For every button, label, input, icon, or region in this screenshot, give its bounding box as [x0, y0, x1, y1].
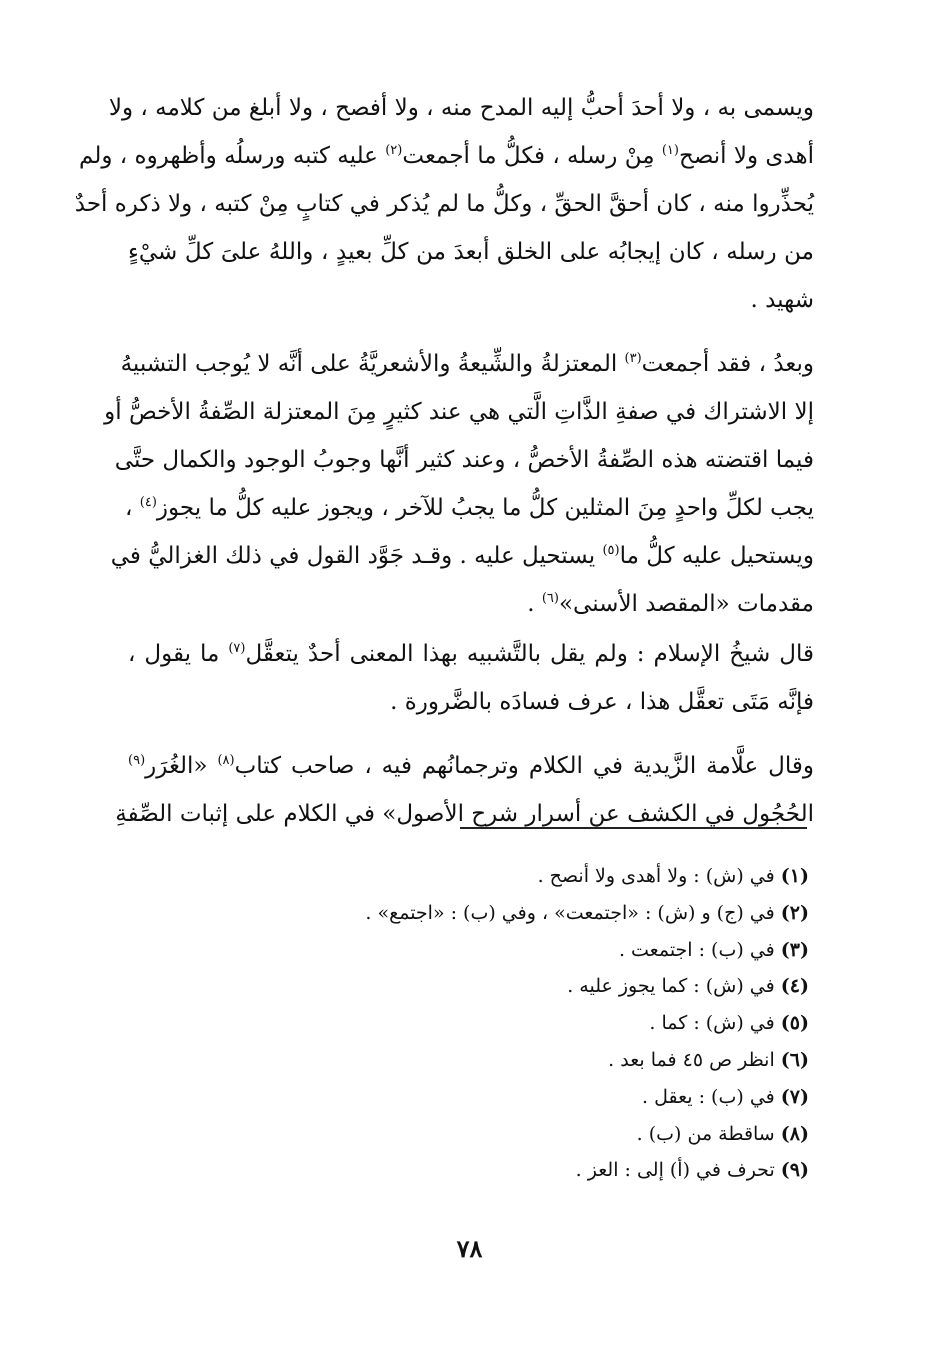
paragraph-gap	[128, 726, 814, 742]
main-text	[74, 84, 814, 838]
footnote-ref[interactable]: (٢)	[385, 143, 403, 158]
paragraph-gap	[128, 324, 814, 340]
text-line: قال شيخُ الإسلام : ولم يقل بالتَّشبيه بهذا المعنى أحدٌ يتعقَّل$^{(٧)}$ ما يقول ،	[128, 641, 814, 667]
footnote-ref[interactable]: (٤)	[139, 495, 157, 510]
footnote-ref[interactable]: (٦)	[541, 591, 559, 606]
footnote-ref[interactable]: (٧)	[228, 641, 246, 656]
paragraph	[104, 340, 814, 628]
footnote	[169, 1005, 809, 1042]
text-line: يُحذِّروا منه ، كان أحقَّ الحقِّ ، وكلُّ ما لم يُذكر في كتابٍ مِنْ كتبه ، ولا ذكره أحدٌ	[74, 191, 814, 217]
footnote	[169, 1116, 809, 1153]
text-line: وقال علَّامة الزَّيدية في الكلام وترجمانُهم فيه ، صاحب كتاب$^{(٨)}$ «الغُرَر$^{(٩)}$	[128, 753, 814, 779]
footnote-text: في (ش) : كما .	[649, 1012, 775, 1035]
page-number: ٧٨	[456, 1234, 483, 1263]
footnote-text: تحرف في (أ) إلى : العز .	[575, 1159, 775, 1182]
footnote-text: ساقطة من (ب) .	[636, 1122, 775, 1145]
footnote-ref[interactable]: (٥)	[602, 543, 620, 558]
footnote-number: (١)	[780, 865, 809, 887]
footnote-ref[interactable]: (٣)	[624, 351, 642, 366]
paragraph	[115, 742, 814, 838]
footnote-number: (٩)	[780, 1159, 809, 1182]
footnote	[169, 932, 809, 969]
footnote	[169, 895, 809, 932]
text-line: ويستحيل عليه كلُّ ما$^{(٥)}$ يستحيل عليه . وقـد جَوَّد القول في ذلك الغزاليُّ في	[110, 543, 814, 569]
footnote-number: (٢)	[780, 901, 809, 924]
paragraph	[128, 630, 814, 726]
footnote	[169, 968, 809, 1005]
text-line: وبعدُ ، فقد أجمعت$^{(٣)}$ المعتزلةُ والشِّيعةُ والأشعريَّةُ على أنَّه لا يُوجب التشبيهُ	[120, 351, 814, 377]
footnote-text: في (ب) : يعقل .	[642, 1085, 775, 1108]
text-line: من رسله ، كان إيجابُه على الخلق أبعدَ من كلِّ بعيدٍ ، واللهُ علىَ كلِّ شيْءٍ	[128, 239, 814, 265]
footnote	[169, 1152, 809, 1189]
footnote-ref[interactable]: (١)	[661, 143, 679, 158]
footnote-ref[interactable]: (٨)	[217, 753, 235, 768]
text-line: مقدمات «المقصد الأسنى»$^{(٦)}$ .	[527, 591, 814, 617]
footnote-text: في (ش) : ولا أهدى ولا أنصح .	[537, 865, 775, 887]
footnote-number: (٣)	[780, 938, 809, 961]
footnote-number: (٨)	[780, 1122, 809, 1145]
paragraph	[74, 84, 814, 324]
footnote-number: (٧)	[780, 1085, 809, 1108]
footnote-number: (٦)	[780, 1048, 809, 1071]
footnote-text: في (ش) : كما يجوز عليه .	[567, 975, 775, 998]
text-line: أهدى ولا أنصح$^{(١)}$ مِنْ رسله ، فكلُّ ما أجمعت$^{(٢)}$ عليه كتبه ورسلُه وأظهروه ، ولم	[79, 143, 814, 169]
footnote-number: (٤)	[780, 975, 809, 998]
footnote	[169, 858, 809, 895]
footnotes	[169, 858, 809, 1189]
text-line: فإنَّه مَتَى تعقَّل هذا ، عرف فسادَه بالضَّرورة .	[390, 689, 814, 715]
footnote	[169, 1042, 809, 1079]
footnote-text: انظر ص ٤٥ فما بعد .	[608, 1048, 775, 1071]
text-line: الحُجُول في الكشف عن أسرار شرح الأصول» في الكلام على إثبات الصِّفةِ	[115, 801, 814, 827]
footnote	[169, 1079, 809, 1116]
footnote-number: (٥)	[780, 1012, 809, 1035]
footnote-separator	[460, 827, 807, 829]
text-line: يجب لكلِّ واحدٍ مِنَ المثلين كلُّ ما يجبُ للآخر ، ويجوز عليه كلُّ ما يجوز$^{(٤)}$ ،	[125, 495, 814, 521]
footnote-text: في (ج) و (ش) : «اجتمعت» ، وفي (ب) : «اجتمع» .	[365, 901, 775, 924]
footnote-text: في (ب) : اجتمعت .	[618, 938, 775, 961]
text-line: شهيد .	[750, 287, 814, 313]
text-line: إلا الاشتراك في صفةِ الذَّاتِ الَّتي هي عند كثيرٍ مِنَ المعتزلة الصِّفةُ الأخصُّ أو	[104, 399, 814, 425]
text-line: ويسمى به ، ولا أحدَ أحبُّ إليه المدح منه ، ولا أفصح ، ولا أبلغ من كلامه ، ولا	[108, 95, 814, 121]
text-line: فيما اقتضته هذه الصِّفةُ الأخصُّ ، وعند كثير أنَّها وجوبُ الوجود والكمال حتَّى	[114, 447, 814, 473]
footnote-ref[interactable]: (٩)	[128, 753, 146, 768]
